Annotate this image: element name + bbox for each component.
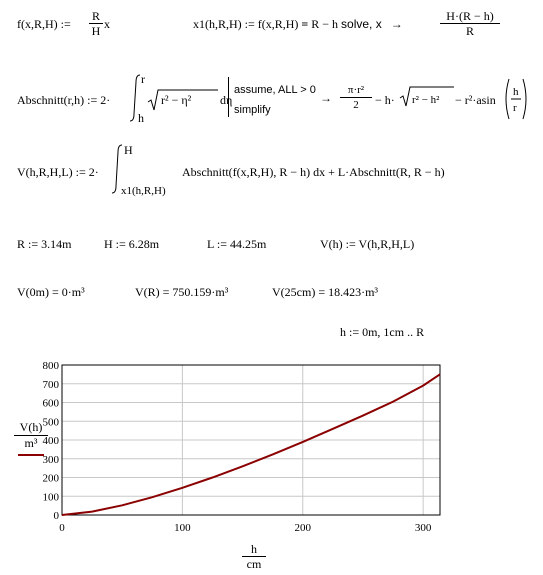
f-var: x	[104, 17, 110, 31]
x1-bold-eq: =	[301, 17, 309, 31]
v-body: Abschnitt(f(x,R,H), R − h) dx + L·Abschnitt(R, R − h)	[182, 165, 445, 179]
f-definition[interactable]	[17, 17, 71, 32]
x1-fraction	[440, 9, 500, 39]
v-lhs[interactable]: V(h,R,H,L) := 2·	[17, 165, 99, 179]
asin-den: r	[513, 102, 517, 114]
y-tick-label: 300	[42, 453, 59, 466]
keyword-bar	[228, 77, 229, 117]
abschnitt-upper: r	[141, 72, 145, 86]
abschnitt-kw1: assume, ALL > 0	[234, 84, 316, 96]
result-V0[interactable]: V(0m) = 0·m³	[17, 285, 85, 299]
x1-keyword: solve, x	[341, 17, 382, 31]
abschnitt-keywords	[234, 80, 316, 120]
f-fraction	[89, 9, 103, 39]
abschnitt-term2-root-text: r² − h²	[412, 94, 440, 106]
abschnitt-term1-num: π·r²	[340, 84, 372, 98]
plot-xlabel	[242, 542, 266, 572]
plot-xlabel-den: cm	[246, 557, 262, 571]
x-tick-label: 100	[174, 522, 191, 534]
plot-grid	[62, 365, 440, 515]
abschnitt-arrow: →	[320, 91, 332, 105]
abschnitt-asin-arg	[502, 76, 530, 122]
x1-definition[interactable]	[193, 17, 403, 32]
assign-L[interactable]: L := 44.25m	[207, 237, 267, 251]
abschnitt-term2: − h·	[375, 93, 395, 107]
range-h[interactable]: h := 0m, 1cm .. R	[340, 325, 425, 339]
y-tick-label: 100	[42, 491, 59, 504]
plot-ylabel-den: m³	[24, 436, 38, 450]
v-integral	[108, 142, 180, 200]
y-tick-label: 400	[42, 435, 59, 447]
plot-ylabel-num: V(h)	[14, 420, 48, 436]
x1-rhs: R − h	[311, 17, 339, 31]
abschnitt-d: dη	[220, 93, 233, 107]
v-lower: x1(h,R,H)	[121, 185, 166, 197]
abschnitt-kw2: simplify	[234, 104, 271, 116]
abschnitt-integrand: r² − η²	[161, 93, 192, 107]
abschnitt-term3: − r²·asin	[455, 93, 496, 107]
x1-num: H·(R − h)	[440, 9, 500, 24]
abschnitt-lower: h	[138, 111, 144, 124]
f-num: R	[89, 9, 103, 24]
left-paren-icon	[506, 79, 509, 119]
y-tick-label: 200	[42, 472, 59, 485]
abschnitt-lhs[interactable]: Abschnitt(r,h) := 2·	[17, 93, 111, 107]
assign-H[interactable]: H := 6.28m	[104, 237, 160, 251]
f-lhs: f(x,R,H) :=	[17, 17, 71, 31]
y-tick-label: 0	[53, 510, 59, 522]
x-tick-label: 300	[414, 522, 432, 534]
v-upper: H	[124, 143, 133, 157]
y-tick-label: 600	[42, 397, 59, 410]
assign-R[interactable]: R := 3.14m	[17, 237, 72, 251]
x-tick-label: 200	[294, 522, 312, 534]
assign-Vh[interactable]: V(h) := V(h,R,H,L)	[320, 237, 415, 251]
result-VR[interactable]: V(R) = 750.159·m³	[135, 285, 229, 299]
x-tick-label: 0	[59, 522, 65, 534]
asin-num: h	[513, 86, 519, 98]
y-tick-label: 500	[42, 416, 59, 429]
y-tick-label: 800	[42, 360, 59, 372]
series-line	[62, 374, 440, 515]
plot-yticks	[43, 360, 60, 522]
x1-arrow: →	[390, 17, 403, 31]
abschnitt-integral	[126, 72, 238, 124]
plot-xlabel-num: h	[242, 542, 266, 557]
plot-xticks	[59, 522, 432, 534]
x1-den: R	[465, 24, 474, 38]
abschnitt-term1	[340, 84, 372, 112]
result-V25[interactable]: V(25cm) = 18.423·m³	[272, 285, 379, 299]
abschnitt-term1-den: 2	[353, 99, 359, 111]
abschnitt-term2-root	[399, 84, 457, 110]
right-paren-icon	[523, 79, 526, 119]
x1-lhs: x1(h,R,H) := f(x,R,H)	[193, 17, 299, 31]
y-tick-label: 700	[42, 378, 59, 391]
f-den: H	[91, 24, 101, 38]
plot-region[interactable]	[0, 355, 543, 575]
